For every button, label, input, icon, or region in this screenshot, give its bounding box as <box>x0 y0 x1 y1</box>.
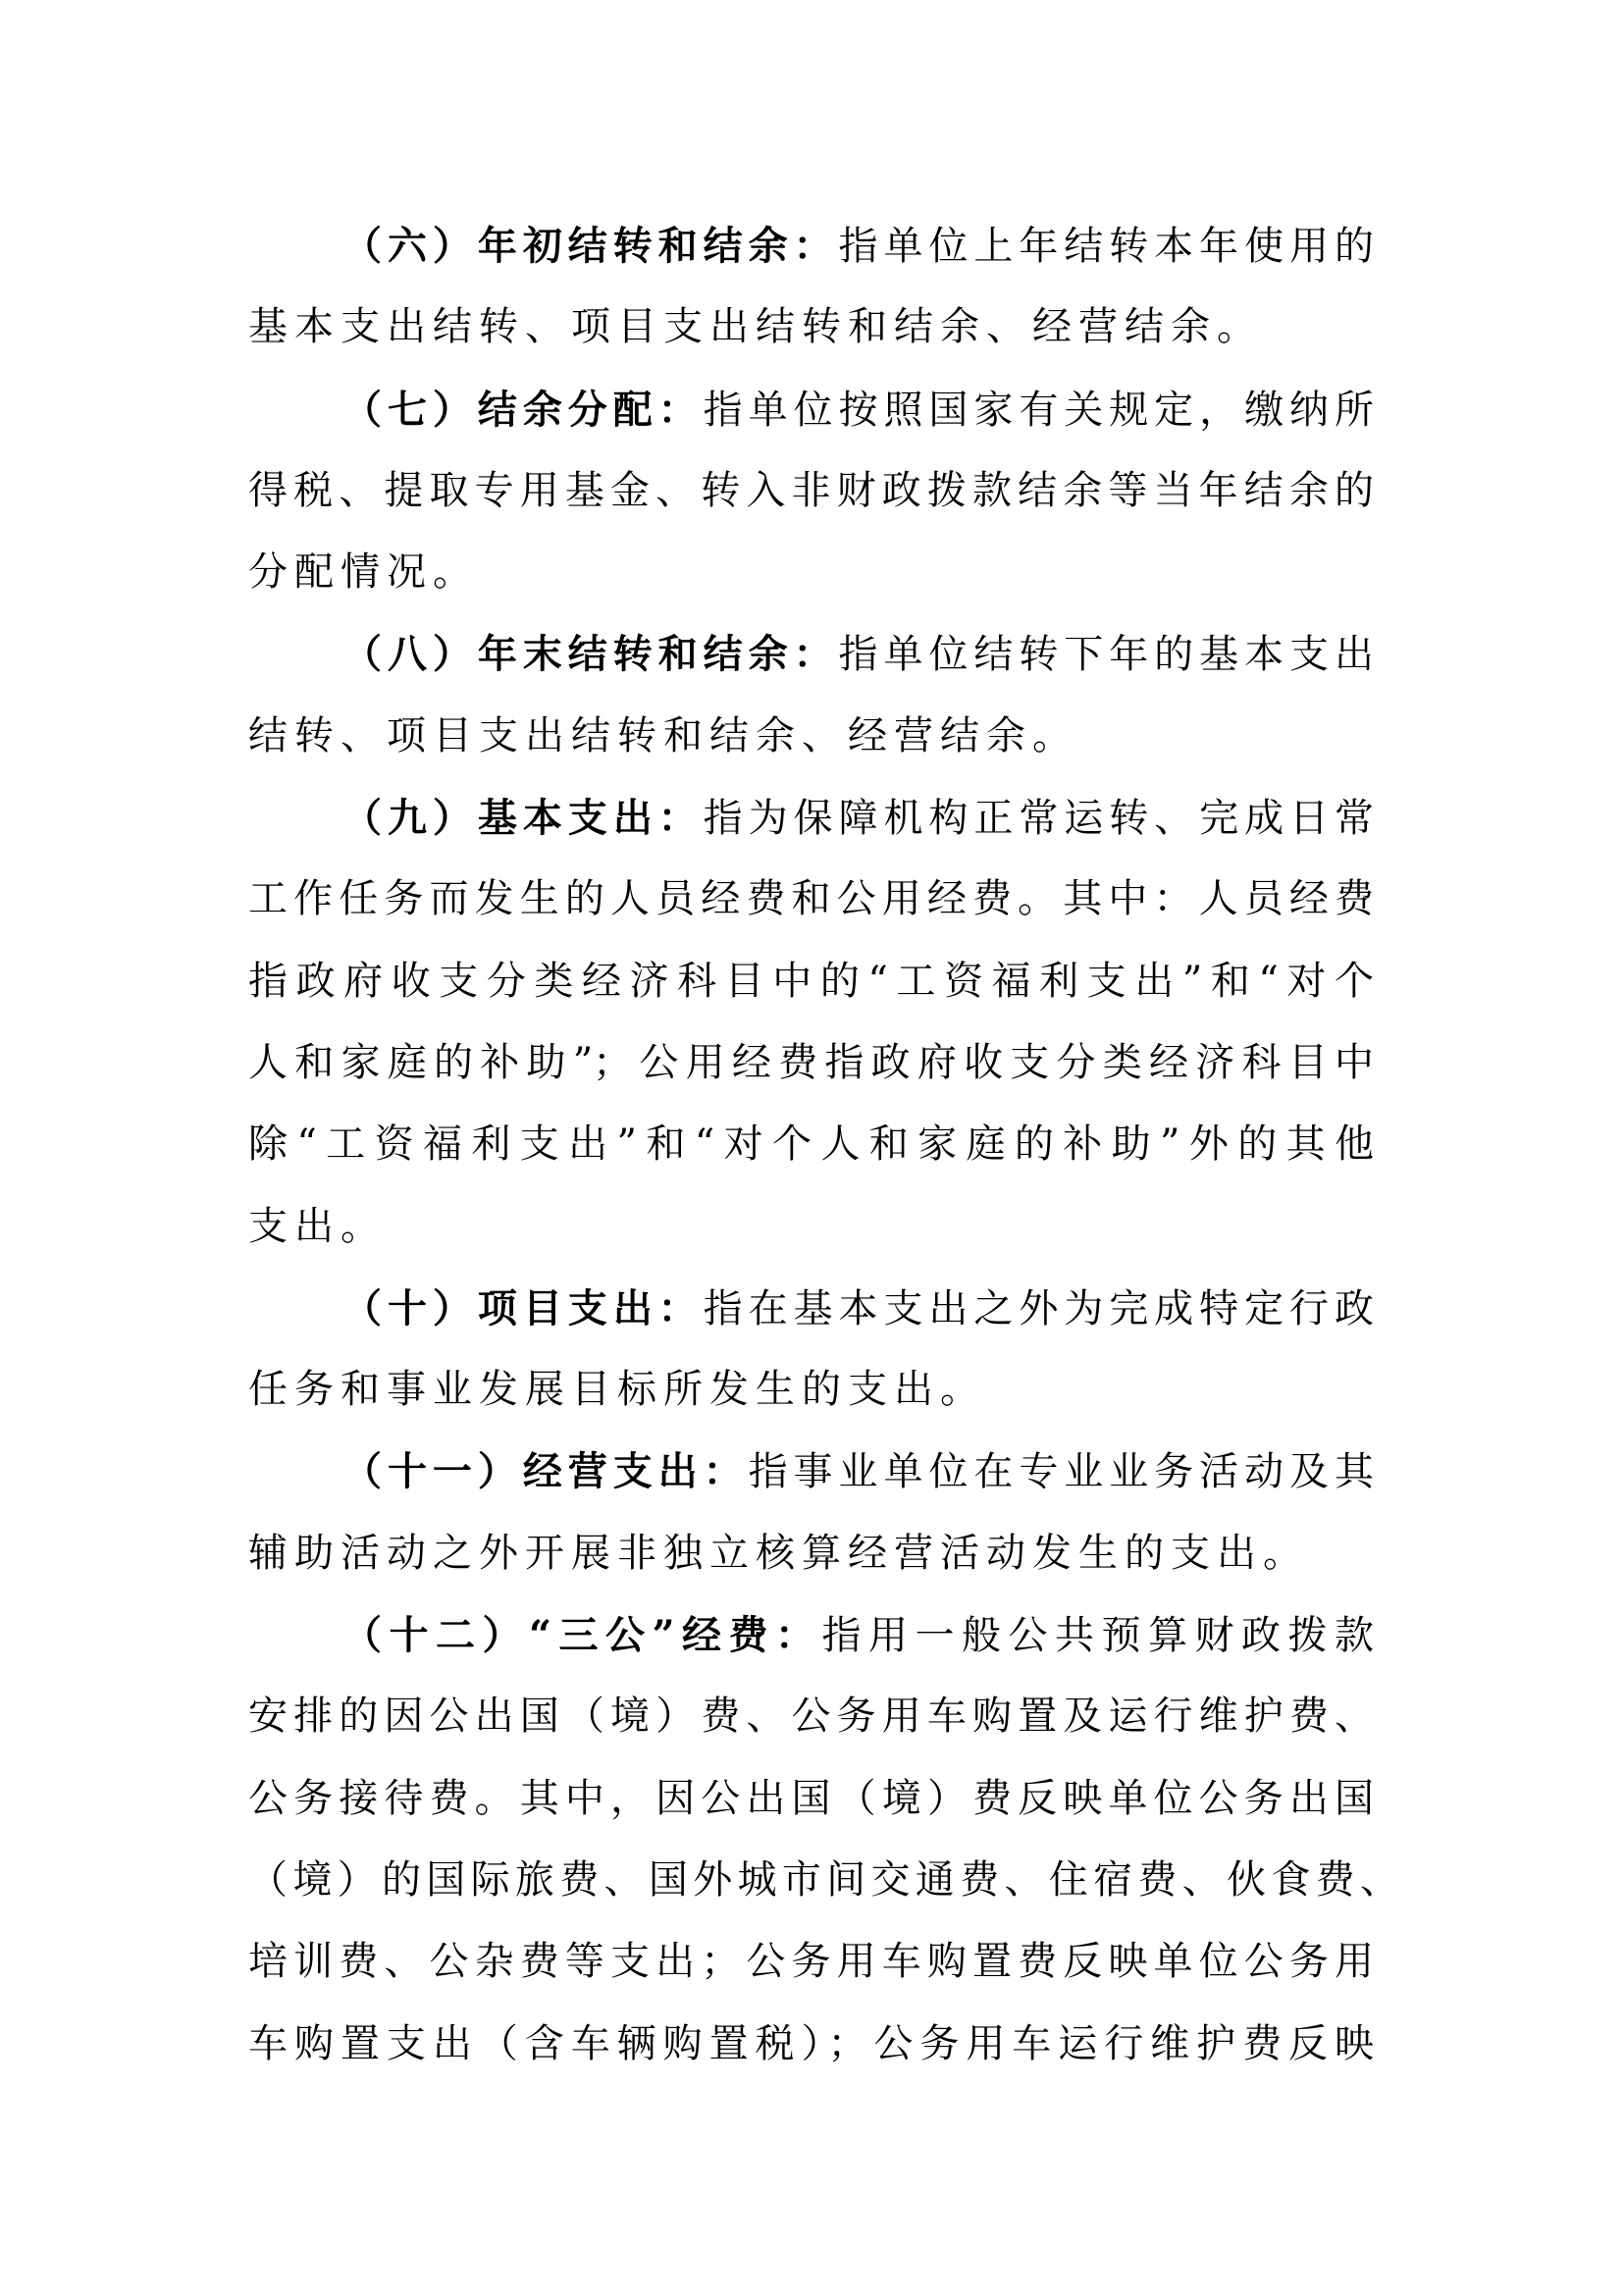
paragraph-9-line-1 <box>248 777 1374 859</box>
paragraph-12-line-2: 安排的因公出国（境）费、公务用车购置及运行维护费、 <box>248 1694 1374 1740</box>
paragraph-8-line-2: 结转、项目支出结转和结余、经营结余。 <box>248 712 1078 758</box>
paragraph-6-line-1 <box>248 205 1374 287</box>
paragraph-6-text: 指单位上年结转本年使用的 <box>838 224 1374 269</box>
paragraph-7-line-2: 得税、提取专用基金、转入非财政拨款结余等当年结余的 <box>248 467 1374 513</box>
paragraph-7-text: 指单位按照国家有关规定，缴纳所 <box>703 387 1375 433</box>
paragraph-9-heading: （九）基本支出： <box>342 795 704 842</box>
paragraph-6-line-2: 基本支出结转、项目支出结转和结余、经营结余。 <box>248 304 1263 350</box>
paragraph-12-line-4: （境）的国际旅费、国外城市间交通费、住宿费、伙食费、 <box>248 1856 1399 1903</box>
paragraph-9-line-5: 除“工资福利支出”和“对个人和家庭的补助”外的其他 <box>248 1121 1374 1168</box>
paragraph-7-line-3: 分配情况。 <box>248 549 479 596</box>
paragraph-10-line-2: 任务和事业发展目标所发生的支出。 <box>248 1367 986 1413</box>
paragraph-12-heading: （十二）“三公”经费： <box>342 1612 822 1659</box>
paragraph-11-line-2: 辅助活动之外开展非独立核算经营活动发生的支出。 <box>248 1530 1309 1576</box>
paragraph-9-text: 指为保障机构正常运转、完成日常 <box>703 796 1375 842</box>
paragraph-12-line-3: 公务接待费。其中，因公出国（境）费反映单位公务出国 <box>248 1775 1374 1821</box>
paragraph-12-text: 指用一般公共预算财政拨款 <box>821 1613 1375 1659</box>
paragraph-7-line-1 <box>248 369 1374 450</box>
paragraph-8-line-1 <box>248 613 1374 695</box>
paragraph-10-line-1 <box>248 1268 1374 1349</box>
paragraph-8-heading: （八）年末结转和结余： <box>342 631 839 678</box>
paragraph-12-line-6: 车购置支出（含车辆购置税）；公务用车运行维护费反映 <box>248 2020 1374 2066</box>
paragraph-8-text: 指单位结转下年的基本支出 <box>838 632 1374 678</box>
paragraph-9-line-6: 支出。 <box>248 1203 387 1249</box>
paragraph-6-heading: （六）年初结转和结余： <box>342 223 839 269</box>
paragraph-12-line-5: 培训费、公杂费等支出；公务用车购置费反映单位公务用 <box>248 1939 1374 1985</box>
paragraph-10-text: 指在基本支出之外为完成特定行政 <box>703 1285 1375 1331</box>
paragraph-12-line-1 <box>248 1594 1374 1676</box>
paragraph-9-line-2: 工作任务而发生的人员经费和公用经费。其中：人员经费 <box>248 876 1374 922</box>
paragraph-11-heading: （十一）经营支出： <box>342 1448 749 1495</box>
paragraph-11-line-1 <box>248 1431 1374 1512</box>
paragraph-10-heading: （十）项目支出： <box>342 1284 704 1331</box>
paragraph-7-heading: （七）结余分配： <box>342 386 704 433</box>
document-page <box>248 205 1399 2085</box>
paragraph-11-text: 指事业单位在专业业务活动及其 <box>748 1449 1375 1495</box>
paragraph-9-line-4: 人和家庭的补助”；公用经费指政府收支分类经济科目中 <box>248 1039 1374 1085</box>
paragraph-9-line-3: 指政府收支分类经济科目中的“工资福利支出”和“对个 <box>248 958 1374 1004</box>
